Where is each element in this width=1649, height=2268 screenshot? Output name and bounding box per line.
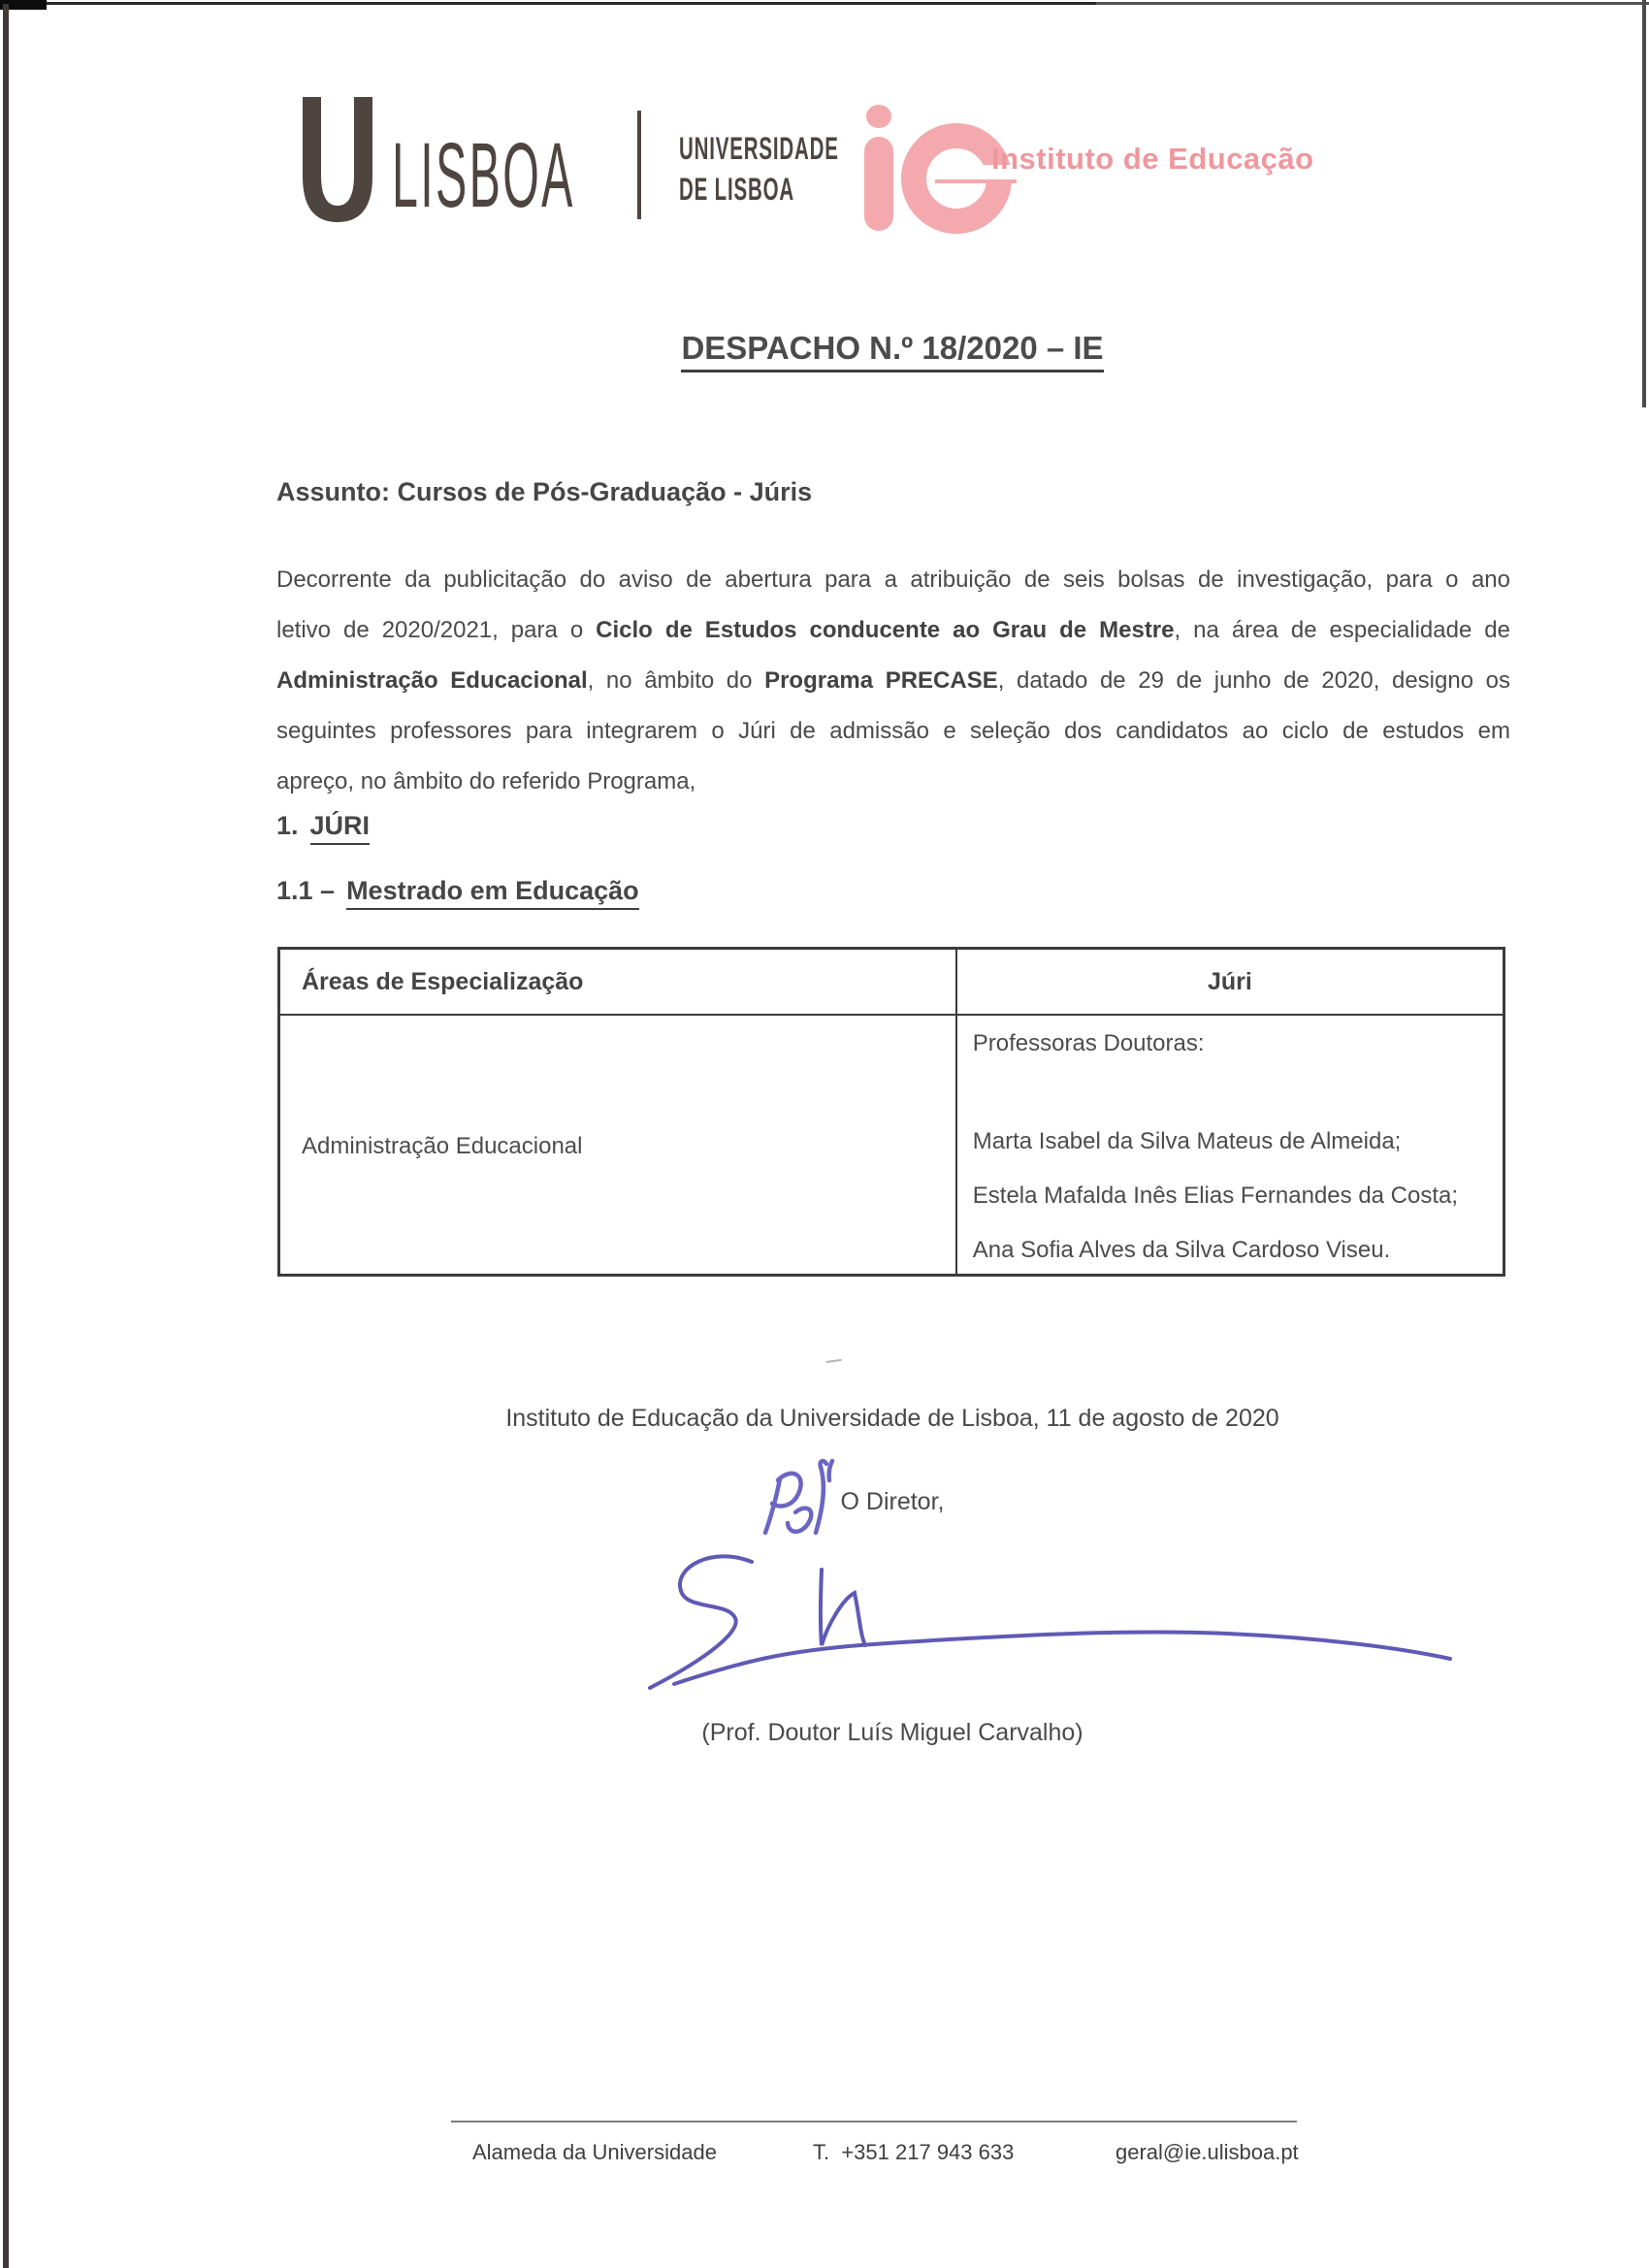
cell-area-text: Administração Educacional (302, 1132, 583, 1159)
header-cell-areas (280, 950, 957, 1014)
header-cell-juri-text: Júri (1207, 967, 1252, 995)
body-paragraph (276, 555, 1510, 807)
jury-table (277, 947, 1505, 1277)
footer-address: Alameda da Universidade (472, 2140, 717, 2164)
paragraph-segment: , no âmbito do (587, 667, 765, 694)
jury-intro: Professoras Doutoras: (972, 1030, 1205, 1056)
jury-table-body-row (280, 1016, 1503, 1277)
cell-area (280, 1016, 957, 1277)
scan-top-edge-line-right (1096, 2, 1649, 5)
paragraph-segment: , datado de 29 de junho de 2020, designo os (997, 667, 1510, 694)
paragraph-line (276, 656, 1510, 706)
scan-right-edge-line (1642, 0, 1646, 407)
footer-rule (451, 2121, 1297, 2122)
paragraph-segment-bold: Programa PRECASE (764, 667, 998, 694)
scan-smudge (826, 1359, 843, 1369)
section-1-number: 1. (276, 811, 299, 840)
paragraph-line (276, 757, 1510, 807)
header-cell-areas-text: Áreas de Especialização (302, 967, 584, 995)
paragraph-segment-bold: Ciclo de Estudos conducente ao Grau de Mestre (596, 617, 1175, 643)
section-1-label: JÚRI (310, 811, 371, 845)
paragraph-segment: letivo de 2020/2021, para o (276, 617, 597, 643)
header-cell-juri (957, 950, 1503, 1014)
director-name: (Prof. Doutor Luís Miguel Carvalho) (701, 1719, 1083, 1746)
scan-left-edge-line (3, 4, 9, 2268)
section-1-1-heading (276, 876, 639, 906)
director-role-line: O Diretor, (840, 1488, 945, 1515)
ulisboa-tagline-line2: DE LISBOA (679, 173, 795, 208)
section-1-1-label: Mestrado em Educação (346, 876, 639, 910)
section-1-heading (276, 811, 370, 841)
paragraph-segment: apreço, no âmbito do referido Programa, (276, 768, 696, 794)
document-title (276, 330, 1508, 367)
footer-phone: T. +351 217 943 633 (813, 2140, 1015, 2164)
section-1-1-number: 1.1 – (276, 876, 336, 905)
ulisboa-u-logo-icon (299, 97, 376, 228)
paragraph-segment: seguintes professores para integrarem o Júri de admissão e seleção dos candidatos ao ciclo de estudos em (276, 718, 1510, 744)
jury-member: Estela Mafalda Inês Elias Fernandes da Costa; (972, 1183, 1459, 1209)
paragraph-line (276, 706, 1510, 757)
jury-member: Marta Isabel da Silva Mateus de Almeida; (972, 1128, 1402, 1154)
director-signature (621, 1540, 1474, 1730)
paragraph-line (276, 605, 1510, 656)
subject-line: Assunto: Cursos de Pós-Graduação - Júris (276, 477, 813, 506)
dateline: Instituto de Educação da Universidade de Lisboa, 11 de agosto de 2020 (505, 1405, 1279, 1432)
paragraph-segment-bold: Administração Educacional (276, 667, 588, 694)
paragraph-segment: , na área de especialidade de (1174, 617, 1510, 643)
jury-member: Ana Sofia Alves da Silva Cardoso Viseu. (972, 1237, 1391, 1263)
paragraph-line (276, 555, 1510, 605)
jury-table-header-row (280, 950, 1503, 1016)
cell-jury (957, 1016, 1503, 1277)
jury-gap (973, 1058, 1493, 1115)
ulisboa-wordmark: LISBOA (392, 125, 575, 228)
ie-logo-label: Instituto de Educação (991, 142, 1314, 176)
paragraph-segment: Decorrente da publicitação do aviso de abertura para a atribuição de seis bolsas de investigação, para o ano (276, 567, 1510, 593)
document-title-text: DESPACHO N.º 18/2020 – IE (681, 330, 1103, 373)
logo-divider (637, 111, 641, 219)
ulisboa-tagline-line1: UNIVERSIDADE (679, 132, 839, 167)
footer-email: geral@ie.ulisboa.pt (1116, 2140, 1299, 2164)
